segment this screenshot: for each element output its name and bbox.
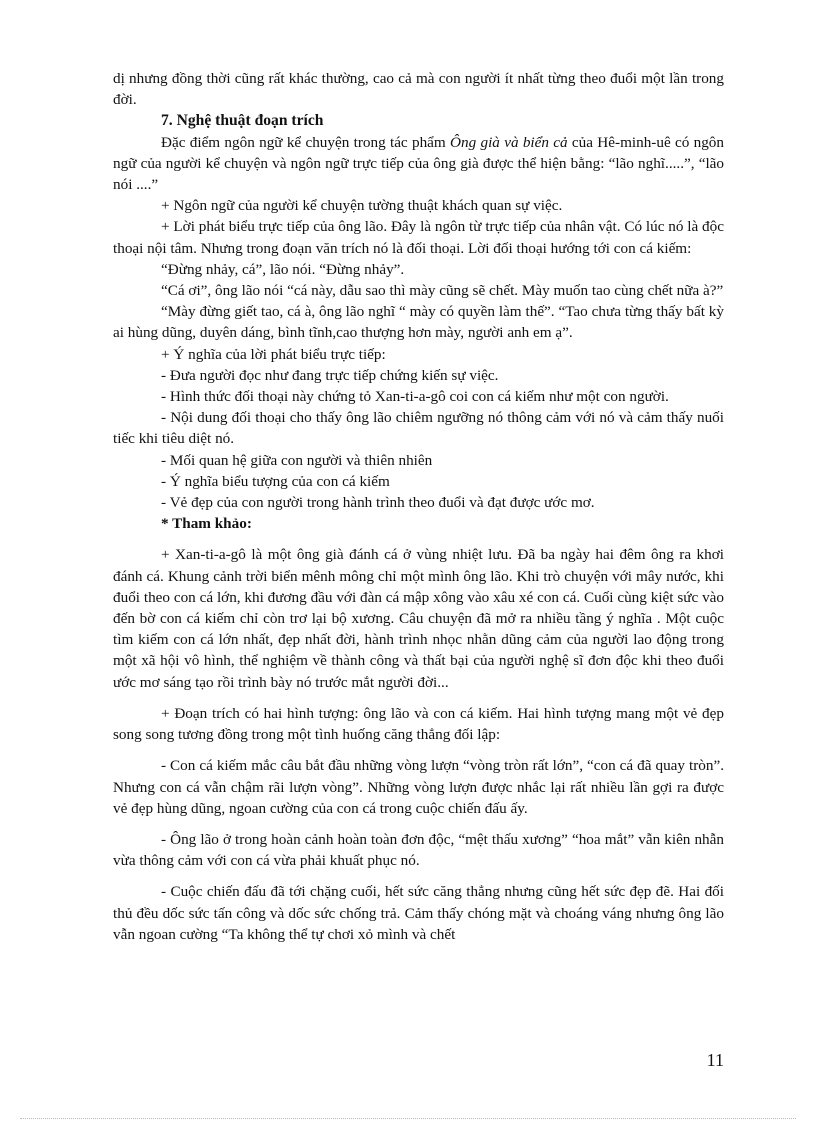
paragraph: + Đoạn trích có hai hình tượng: ông lão và con cá kiếm. Hai hình tượng mang một vẻ đẹp song song tương đồng trong một tình huống căng thẳng đối lập: xyxy=(113,704,724,744)
list-item: - Mối quan hệ giữa con người và thiên nhiên xyxy=(161,451,433,469)
list-item: - Hình thức đối thoại này chứng tỏ Xan-ti-a-gô coi con cá kiếm như một con người. xyxy=(161,388,669,406)
paragraph-intro: Đặc điểm ngôn ngữ kể chuyện trong tác phẩm Ông già và biển cả của Hê-minh-uê có ngôn ngữ của người kể chuyện và ngôn ngữ trực tiếp của ông già được thể hiện bằng: “lão nghĩ.....”, “lão nói ....” xyxy=(113,133,724,194)
page-bottom-divider xyxy=(20,1118,796,1119)
quote-line: “Cá ơi”, ông lão nói “cá này, dẫu sao thì mày cũng sẽ chết. Mày muốn tao cùng chết nữa à?” xyxy=(161,282,724,300)
paragraph: + Ý nghĩa của lời phát biểu trực tiếp: xyxy=(161,345,386,363)
work-title: Ông già và biển cả xyxy=(450,133,568,151)
list-item: - Nội dung đối thoại cho thấy ông lão chiêm ngưỡng nó thông cảm với nó và cảm thấy nuối tiếc khi tiêu diệt nó. xyxy=(113,409,724,448)
paragraph-continuation: dị nhưng đồng thời cũng rất khác thường, cao cả mà con người ít nhất từng theo đuổi một lần trong đời. xyxy=(113,70,724,109)
paragraph: - Con cá kiếm mắc câu bắt đầu những vòng lượn “vòng tròn rất lớn”, “con cá đã quay tròn”. Nhưng con cá vẫn chậm rãi lượn vòng”. Những vòng lượn được nhắc lại rất nhiều lần gợi ra được vẻ đẹp hùng dũng, ngoan cường của con cá trong cuộc chiến đấu ấy. xyxy=(113,757,724,817)
paragraph: + Xan-ti-a-gô là một ông già đánh cá ở vùng nhiệt lưu. Đã ba ngày hai đêm ông ra khơi đánh cá. Khung cảnh trời biển mênh mông chỉ một mình ông lão. Khi trò chuyện với mây nước, khi đuổi theo con cá lớn, khi đương đầu với đàn cá mập xông vào xâu xé con cá. Cuối cùng kiệt sức vào đến bờ con cá kiếm chỉ còn trơ lại bộ xương. Câu chuyện đã mở ra nhiều tầng ý nghĩa . Một cuộc tìm kiếm con cá lớn nhất, đẹp nhất đời, hành trình nhọc nhằn dũng cảm của người lao động trong một xã hội vô hình, thể nghiệm về thành công và thất bại của người nghệ sĩ đơn độc khi theo đuổi ước mơ sáng tạo rồi trình bày nó trước mắt người đời... xyxy=(113,546,724,691)
reference-heading: * Tham khảo: xyxy=(161,515,252,533)
paragraph: + Ngôn ngữ của người kể chuyện tường thuật khách quan sự việc. xyxy=(161,197,563,215)
list-item: - Vẻ đẹp của con người trong hành trình theo đuổi và đạt được ước mơ. xyxy=(161,494,595,512)
quote-line: “Mày đừng giết tao, cá à, ông lão nghĩ “ mày có quyền làm thế”. “Tao chưa từng thấy bất kỳ ai hùng dũng, duyên dáng, bình tĩnh,cao thượng hơn mày, người anh em ạ”. xyxy=(113,303,724,342)
paragraph: - Ông lão ở trong hoàn cảnh hoàn toàn đơn độc, “mệt thấu xương” “hoa mắt” vẫn kiên nhẫn vừa thông cảm với con cá vừa phải khuất phục nó. xyxy=(113,830,724,870)
page-number: 11 xyxy=(706,1050,724,1070)
paragraph: - Cuộc chiến đấu đã tới chặng cuối, hết sức căng thẳng nhưng cũng hết sức đẹp đẽ. Hai đối thủ đều dốc sức tấn công và dốc sức chống trả. Cảm thấy chóng mặt và choáng váng nhưng ông lão vẫn ngoan cường “Ta không thể tự chơi xỏ mình và chết xyxy=(113,883,724,943)
quote-line: “Đừng nhảy, cá”, lão nói. “Đừng nhảy”. xyxy=(161,260,405,278)
list-item: - Ý nghĩa biểu tượng của con cá kiếm xyxy=(161,472,390,490)
section-heading: 7. Nghệ thuật đoạn trích xyxy=(161,112,324,130)
list-item: - Đưa người đọc như đang trực tiếp chứng kiến sự việc. xyxy=(161,366,499,384)
document-body xyxy=(113,68,724,945)
paragraph: + Lời phát biểu trực tiếp của ông lão. Đây là ngôn từ trực tiếp của nhân vật. Có lúc nó là độc thoại nội tâm. Nhưng trong đoạn văn trích nó là đối thoại. Lời đối thoại hướng tới con cá kiếm: xyxy=(113,218,724,257)
